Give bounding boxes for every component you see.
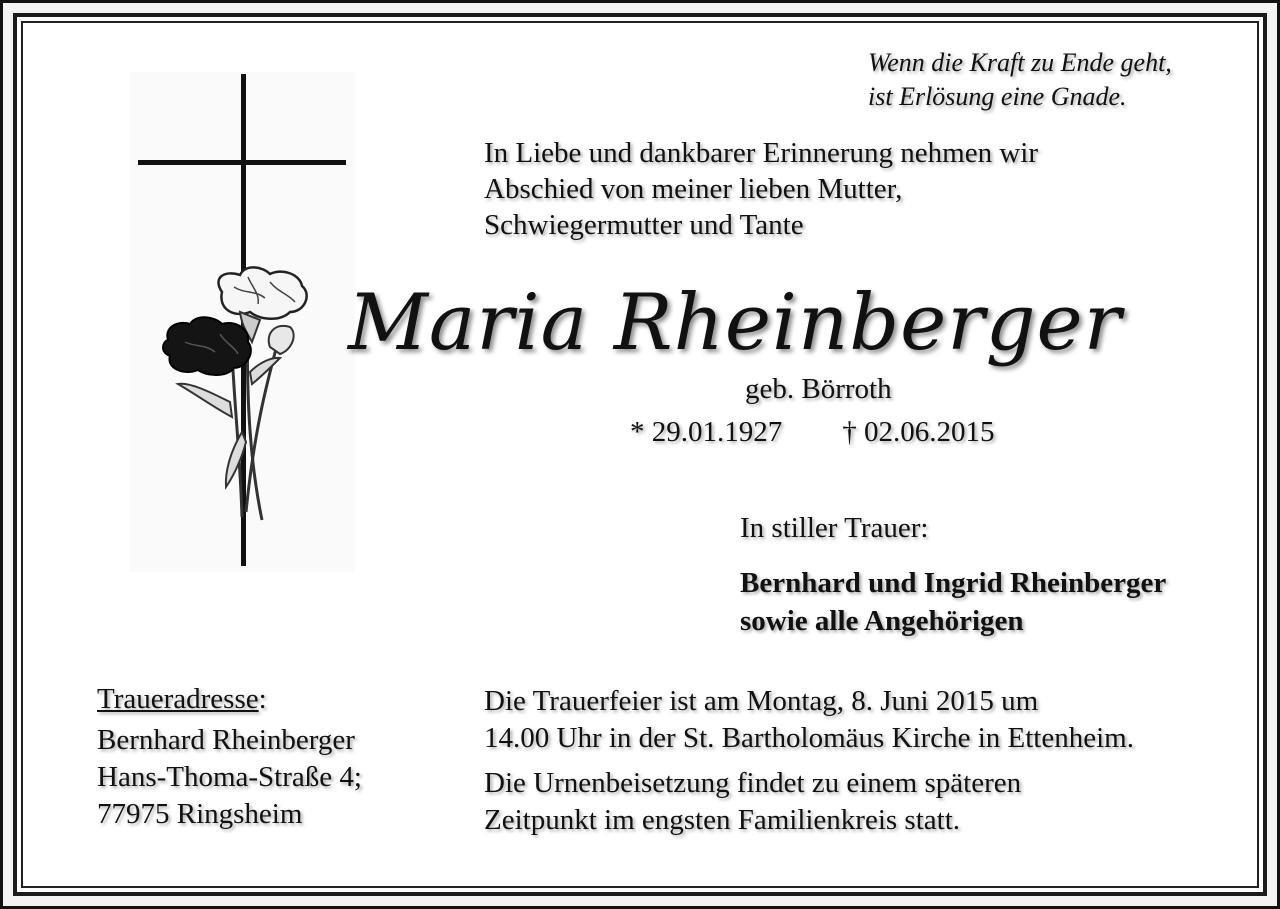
death-date: † 02.06.2015 bbox=[842, 416, 995, 448]
intro-line: Schwiegermutter und Tante bbox=[484, 209, 804, 241]
service-line: Die Trauerfeier ist am Montag, 8. Juni 2015 um bbox=[484, 685, 1039, 717]
motto bbox=[868, 46, 1172, 114]
mourning-address bbox=[97, 722, 362, 833]
mourners-names bbox=[740, 564, 1166, 640]
address-line: Bernhard Rheinberger bbox=[97, 724, 355, 756]
burial-line: Zeitpunkt im engsten Familienkreis statt. bbox=[484, 804, 961, 836]
service-line: 14.00 Uhr in der St. Bartholomäus Kirche in Ettenheim. bbox=[484, 722, 1134, 754]
urn-burial-text bbox=[484, 765, 1021, 839]
motto-line: ist Erlösung eine Gnade. bbox=[868, 82, 1127, 111]
motto-line: Wenn die Kraft zu Ende geht, bbox=[868, 48, 1172, 77]
life-dates bbox=[630, 416, 995, 449]
mourner-line: Bernhard und Ingrid Rheinberger bbox=[740, 567, 1167, 599]
address-heading-colon: : bbox=[258, 683, 267, 715]
intro-line: In Liebe und dankbarer Erinnerung nehmen wir bbox=[484, 137, 1039, 169]
funeral-service-text bbox=[484, 683, 1134, 757]
intro-line: Abschied von meiner lieben Mutter, bbox=[484, 173, 903, 205]
deceased-name: Maria Rheinberger bbox=[348, 278, 1122, 368]
birth-date: * 29.01.1927 bbox=[630, 416, 783, 448]
address-heading-label: Traueradresse bbox=[97, 683, 259, 715]
address-line: Hans-Thoma-Straße 4; bbox=[97, 761, 362, 793]
address-heading bbox=[97, 683, 267, 716]
intro-text bbox=[484, 135, 1038, 243]
mourner-line: sowie alle Angehörigen bbox=[740, 605, 1024, 637]
burial-line: Die Urnenbeisetzung findet zu einem späteren bbox=[484, 767, 1022, 799]
mourners-heading: In stiller Trauer: bbox=[740, 512, 929, 544]
address-line: 77975 Ringsheim bbox=[97, 798, 303, 830]
maiden-name: geb. Börroth bbox=[745, 373, 892, 405]
